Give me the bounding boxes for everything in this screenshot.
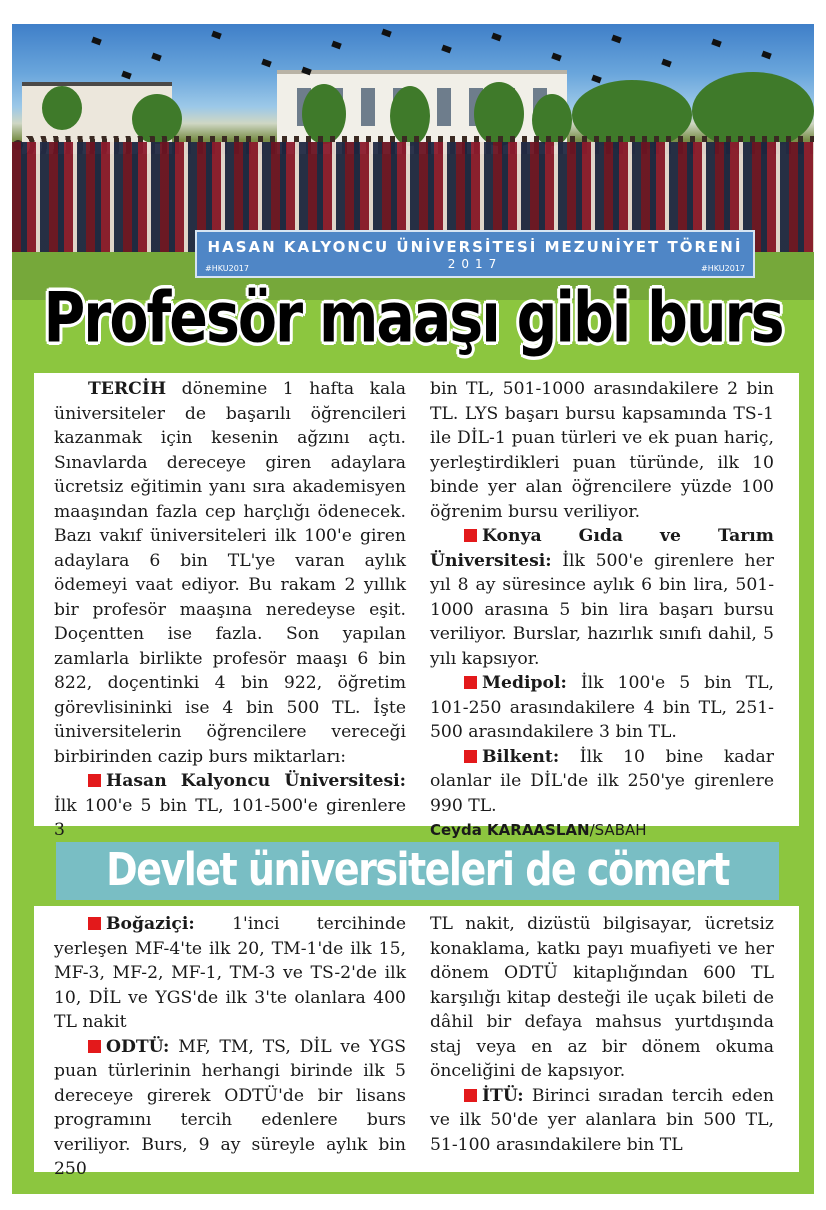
byline [430, 818, 774, 843]
paragraph-lead: Hasan Kalyoncu Üniversitesi: [106, 771, 406, 791]
paragraph-hku [54, 769, 406, 843]
article-state-left-column [54, 912, 406, 1182]
paragraph-medipol [430, 671, 774, 745]
paragraph-itu [430, 1084, 774, 1158]
bullet-square-icon [88, 774, 101, 787]
paragraph-text: Birinci sıradan tercih eden ve ilk 50'de yer alanlara bin 500 TL, 51-100 arasındakilere bin TL [430, 1085, 774, 1155]
paragraph-lead: TERCİH [88, 379, 167, 399]
bullet-square-icon [88, 917, 101, 930]
article-state-right-column [430, 912, 774, 1157]
paragraph-text: 1'inci tercihinde yerleşen MF-4'te ilk 20, TM-1'de ilk 15, MF-3, MF-2, MF-1, TM-3 ve TS-2'de ilk 10, DİL ve YGS'de ilk 3'te olanlara 400 TL nakit [54, 914, 406, 1032]
bullet-square-icon [88, 1040, 101, 1053]
paragraph-lead: İTÜ: [482, 1085, 524, 1106]
bullet-square-icon [464, 1089, 477, 1102]
paragraph-lead: Bilkent: [482, 746, 560, 767]
paragraph-lead: Boğaziçi: [106, 914, 195, 934]
bullet-square-icon [464, 750, 477, 763]
paragraph-hku-continued [430, 377, 774, 524]
paragraph-bilkent [430, 745, 774, 819]
paragraph-odtu-continued [430, 912, 774, 1084]
article-main [34, 373, 799, 840]
paragraph-lead: Konya Gıda ve Tarım Üniversitesi: [430, 526, 774, 571]
paragraph-bogazici [54, 912, 406, 1035]
paragraph-text: dönemine 1 hafta kala üniversiteler de başarılı öğrencileri kazanmak için kesenin ağzını açtı. Sınavlarda dereceye giren adaylara ücretsiz eğitimin yanı sıra akademisyen maaşından fazla cep harçlığı ödenecek. Bazı vakıf üniversiteleri ilk 100'e giren adaylara 6 bin TL'ye varan aylık ödemeyi vaat ediyor. Bu rakam 2 yıllık bir profesör maaşına neredeyse eşit. Doçentten ise fazla. Son yapılan zamlarla birlikte profesör maaşı 6 bin 822, doçentinki 4 bin 922, öğretim görevlisininki ise 4 bin 500 TL. İşte üniversitelerin öğrencilere vereceği birbirinden cazip burs miktarları: [54, 379, 406, 767]
paragraph-odtu [54, 1035, 406, 1182]
paragraph-text: İlk 500'e girenlere her yıl 8 ay süresince aylık 6 bin lira, 501-1000 arasına 5 bin lira başarı bursu veriliyor. Burslar, hazırlık sınıfı dahil, 5 yılı kapsıyor. [430, 550, 774, 669]
article-main-right-column [430, 377, 774, 843]
byline-author: Ceyda KARAASLAN [430, 821, 590, 839]
bullet-square-icon [464, 676, 477, 689]
bullet-square-icon [464, 529, 477, 542]
subheadline: Devlet üniversiteleri de cömert [106, 843, 729, 896]
byline-source: /SABAH [589, 821, 647, 839]
paragraph-text: İlk 100'e 5 bin TL, 101-500'e girenlere 3 [54, 795, 406, 840]
banner-hashtag-left: #HKU2017 [205, 264, 249, 273]
article-main-left-column [54, 377, 406, 843]
banner-hashtag-right: #HKU2017 [701, 264, 745, 273]
paragraph-text: TL nakit, dizüstü bilgisayar, ücretsiz konaklama, katkı payı muafiyeti ve her dönem ODTÜ kitaplığından 600 TL karşılığı kitap desteği ile uçak bileti de dâhil bir defaya mahsus yurtdışında staj veya en az bir dönem okuma önceliğini de kapsıyor. [430, 914, 774, 1081]
banner-title: HASAN KALYONCU ÜNİVERSİTESİ MEZUNİYET TÖRENİ [207, 238, 743, 256]
paragraph-lead: ODTÜ: [106, 1036, 170, 1057]
paragraph-text: İlk 100'e 5 bin TL, 101-250 arasındakilere 4 bin TL, 251-500 arasındakilere 3 bin TL. [430, 673, 774, 742]
paragraph-text: MF, TM, TS, DİL ve YGS puan türlerinin herhangi birinde ilk 5 dereceye girerek ODTÜ'de bir lisans programını tercih edenlere burs veriliyor. Burs, 9 ay süreyle aylık bin 250 [54, 1036, 406, 1179]
paragraph-text: bin TL, 501-1000 arasındakilere 2 bin TL. LYS başarı bursu kapsamında TS-1 ile DİL-1 puan türleri ve ek puan hariç, yerleştirdikleri puan türünde, ilk 10 binde yer alan öğrencilere yüzde 100 öğrenim bursu veriliyor. [430, 379, 774, 522]
ceremony-banner [195, 230, 755, 278]
article-state-universities [34, 906, 799, 1179]
graduation-photo [12, 24, 814, 300]
paragraph-text: İlk 10 bine kadar olanlar ile DİL'de ilk 250'ye girenlere 990 TL. [430, 746, 774, 816]
banner-year: 2017 [447, 257, 503, 271]
paragraph-intro [54, 377, 406, 769]
headline: Profesör maaşı gibi burs [43, 278, 783, 359]
paragraph-konya [430, 524, 774, 671]
paragraph-lead: Medipol: [482, 673, 567, 693]
